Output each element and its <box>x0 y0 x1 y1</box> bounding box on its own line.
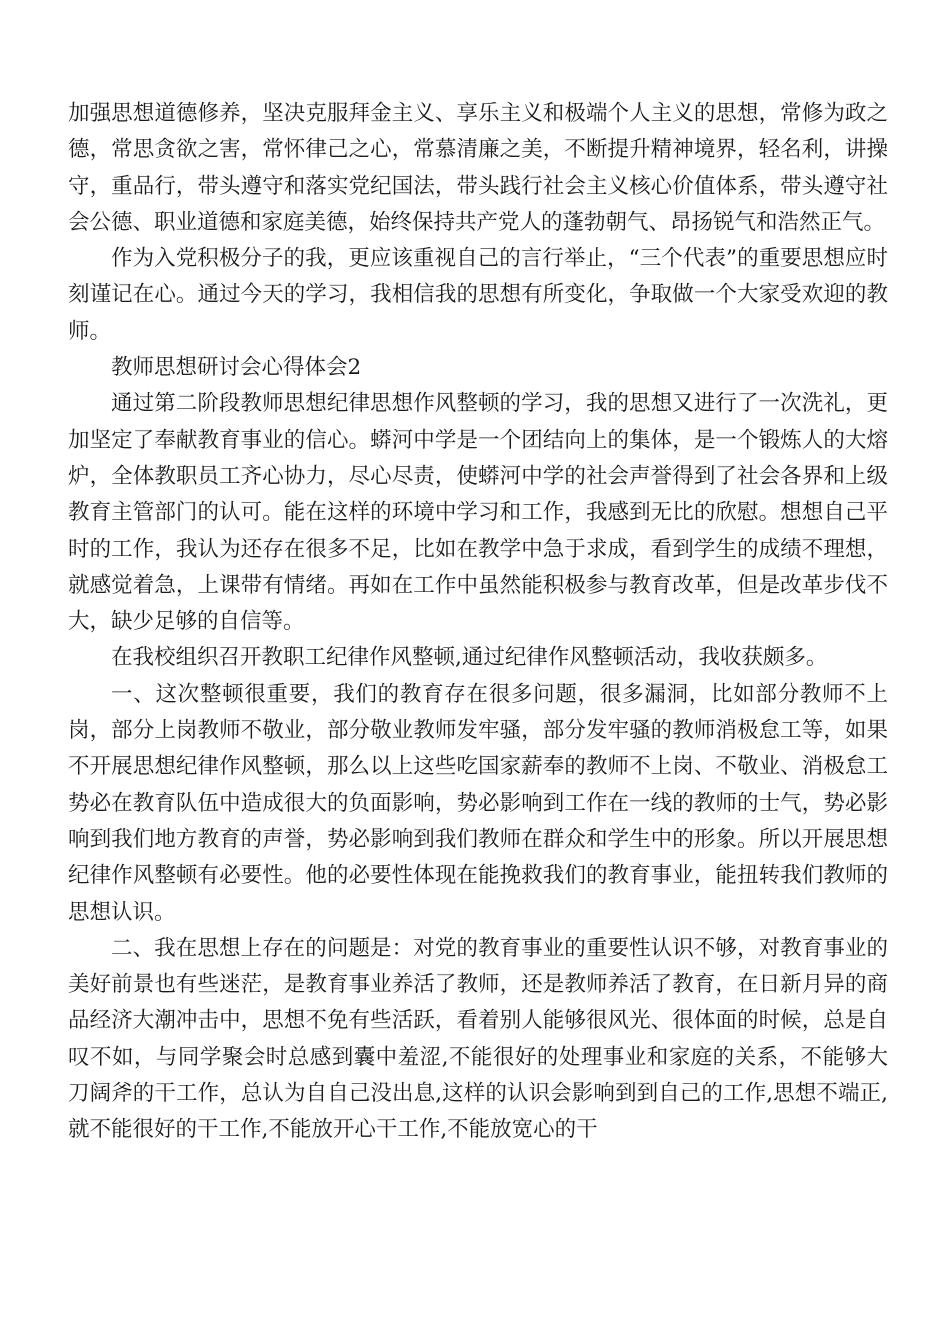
section-heading: 教师思想研讨会心得体会2 <box>111 355 362 381</box>
document-body <box>68 96 888 1149</box>
paragraph-point-two: 二、我在思想上存在的问题是：对党的教育事业的重要性认识不够，对教育事业的美好前景也有些迷茫，是教育事业养活了教师，还是教师养活了教育，在日新月异的商品经济大潮冲击中，思想不免有些活跃，看着别人能够很风光、很体面的时候，总是自叹不如，与同学聚会时总感到囊中羞涩,不能很好的处理事业和家庭的关系，不能够大刀阔斧的干工作，总认为自自己没出息,这样的认识会影响到到自己的工作,思想不端正,就不能很好的干工作,不能放开心干工作,不能放宽心的干 <box>68 935 888 1143</box>
paragraph-rectification-meeting: 在我校组织召开教职工纪律作风整顿,通过纪律作风整顿活动，我收获颇多。 <box>111 645 828 671</box>
paragraph-point-one: 一、这次整顿很重要，我们的教育存在很多问题，很多漏洞，比如部分教师不上岗，部分上岗教师不敬业，部分敬业教师发牢骚，部分发牢骚的教师消极怠工等，如果不开展思想纪律作风整顿，那么以上这些吃国家薪奉的教师不上岗、不敬业、消极怠工势必在教育队伍中造成很大的负面影响，势必影响到工作在一线的教师的士气，势必影响到我们地方教育的声誉，势必影响到我们教师在群众和学生中的形象。所以开展思想纪律作风整顿有必要性。他的必要性体现在能挽救我们的教育事业，能扭转我们教师的思想认识。 <box>68 681 888 925</box>
paragraph-party-activist: 作为入党积极分子的我，更应该重视自己的言行举止，“三个代表”的重要思想应时刻谨记在心。通过今天的学习，我相信我的思想有所变化，争取做一个大家受欢迎的教师。 <box>68 246 888 344</box>
paragraph-second-stage: 通过第二阶段教师思想纪律思想作风整顿的学习，我的思想又进行了一次洗礼，更加坚定了奉献教育事业的信心。蟒河中学是一个团结向上的集体，是一个锻炼人的大熔炉，全体教职员工齐心协力，尽心尽责，使蟒河中学的社会声誉得到了社会各界和上级教育主管部门的认可。能在这样的环境中学习和工作，我感到无比的欣慰。想想自己平时的工作，我认为还存在很多不足，比如在教学中急于求成，看到学生的成绩不理想，就感觉着急，上课带有情绪。再如在工作中虽然能积极参与教育改革，但是改革步伐不大，缺少足够的自信等。 <box>68 391 888 635</box>
paragraph-moral-cultivation: 加强思想道德修养，坚决克服拜金主义、享乐主义和极端个人主义的思想，常修为政之德，常思贪欲之害，常怀律己之心，常慕清廉之美，不断提升精神境界，轻名利，讲操守，重品行，带头遵守和落实党纪国法，带头践行社会主义核心价值体系，带头遵守社会公德、职业道德和家庭美德，始终保持共产党人的蓬勃朝气、昂扬锐气和浩然正气。 <box>68 101 888 235</box>
